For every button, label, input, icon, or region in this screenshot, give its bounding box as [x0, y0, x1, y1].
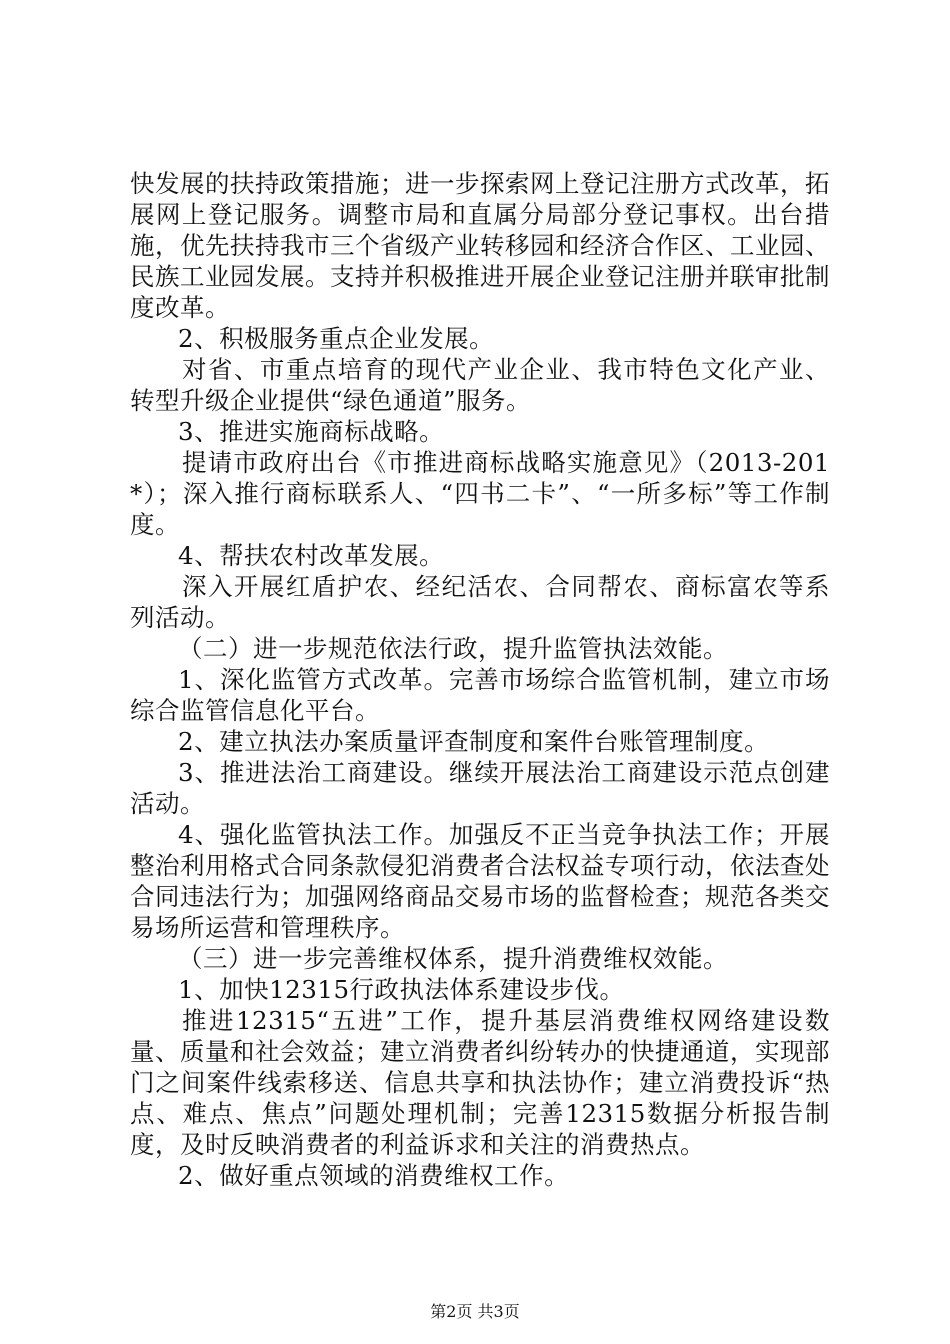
page-number: 第2页 共3页 [430, 1302, 520, 1321]
paragraph: 深入开展红盾护农、经纪活农、合同帮农、商标富农等系列活动。 [130, 572, 830, 632]
paragraph: 2、做好重点领域的消费维权工作。 [178, 1161, 570, 1190]
page-footer [0, 1302, 950, 1322]
paragraph: 快发展的扶持政策措施；进一步探索网上登记注册方式改革，拓展网上登记服务。调整市局和直属分局部分登记事权。出台措施，优先扶持我市三个省级产业转移园和经济合作区、工业园、民族工业园发展。支持并积极推进开展企业登记注册并联审批制度改革。 [130, 169, 830, 322]
paragraph: 提请市政府出台《市推进商标战略实施意见》（2013-201*）；深入推行商标联系人、“四书二卡”、“一所多标”等工作制度。 [130, 448, 830, 539]
paragraph: 3、推进法治工商建设。继续开展法治工商建设示范点创建活动。 [130, 758, 830, 818]
section-heading: （二）进一步规范依法行政，提升监管执法效能。 [178, 634, 728, 663]
paragraph: 2、积极服务重点企业发展。 [178, 324, 495, 353]
paragraph: 4、帮扶农村改革发展。 [178, 541, 445, 570]
section-heading: （三）进一步完善维权体系，提升消费维权效能。 [178, 944, 728, 973]
paragraph: 2、建立执法办案质量评查制度和案件台账管理制度。 [178, 727, 770, 756]
paragraph: 对省、市重点培育的现代产业企业、我市特色文化产业、转型升级企业提供“绿色通道”服务。 [130, 355, 830, 415]
paragraph: 推进12315“五进”工作，提升基层消费维权网络建设数量、质量和社会效益；建立消费者纠纷转办的快捷通道，实现部门之间案件线索移送、信息共享和执法协作；建立消费投诉“热点、难点、焦点”问题处理机制；完善12315数据分析报告制度，及时反映消费者的利益诉求和关注的消费热点。 [130, 1006, 830, 1159]
paragraph: 3、推进实施商标战略。 [178, 417, 445, 446]
paragraph: 1、深化监管方式改革。完善市场综合监管机制，建立市场综合监管信息化平台。 [130, 665, 830, 725]
paragraph: 4、强化监管执法工作。加强反不正当竞争执法工作；开展整治利用格式合同条款侵犯消费者合法权益专项行动，依法查处合同违法行为；加强网络商品交易市场的监督检查；规范各类交易场所运营和管理秩序。 [130, 820, 830, 942]
paragraph: 1、加快12315行政执法体系建设步伐。 [178, 975, 625, 1004]
document-body [130, 168, 830, 1191]
